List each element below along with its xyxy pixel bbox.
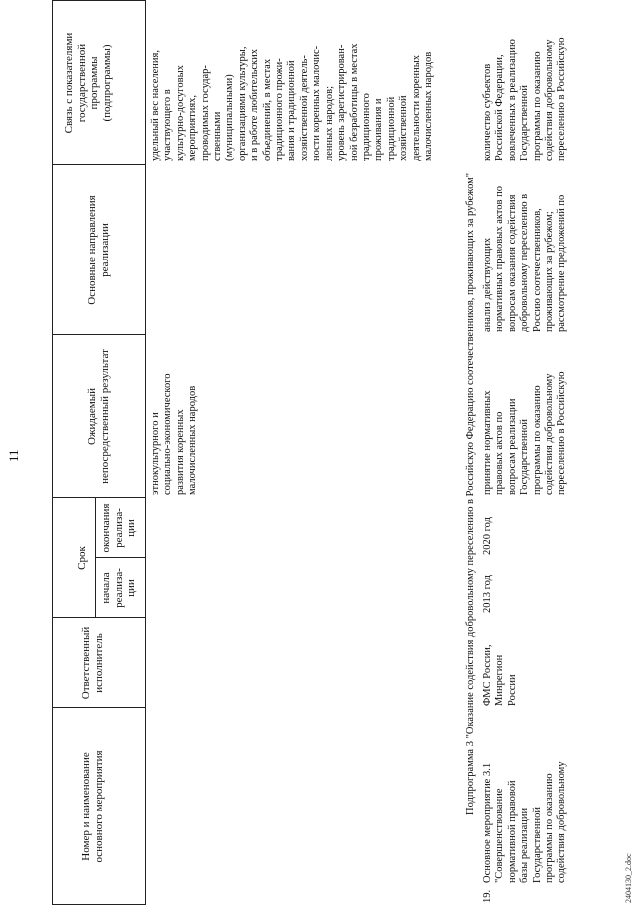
row-executor: ФМС России, Минрегион России: [482, 644, 518, 706]
row-directions: анализ действующих нормативных правовых актов по вопросам оказания содействия добровольному переселению в Россию соотечественников, проживающих за рубежом; рассмотрение предложений по: [482, 186, 568, 332]
row-end: 2020 год: [482, 517, 493, 555]
header-term-end: окончания реализа- ции: [100, 503, 137, 553]
table-top-border: [52, 0, 53, 905]
header-result: Ожидаемый непосредственный результат: [86, 349, 111, 484]
col-divider-1: [52, 707, 145, 708]
header-bottom-border: [145, 0, 146, 905]
header-measure: Номер и наименование основного мероприятия: [80, 750, 105, 863]
header-term-start: начала реализа- ции: [100, 568, 137, 608]
col-divider-3: [95, 557, 145, 558]
header-indicators: Связь с показателями государственной программы (подпрограммы): [63, 32, 113, 134]
row-measure: Основное мероприятие 3.1 "Совершенствование нормативной правовой базы реализации Государственной программы по оказанию содействия добровольному: [482, 761, 568, 883]
row-result: принятие нормативных правовых актов по вопросам реализации Государственной программы по оказанию содействия добровольному переселению в Российскую: [482, 371, 568, 495]
subprogram-title: Подпрограмма 3 "Оказание содействия добровольному переселению в Российскую Федерацию соотечественников, проживающих за рубежом": [465, 172, 476, 815]
col-divider-4: [52, 497, 145, 498]
col-divider-5: [52, 334, 145, 335]
header-term: Срок: [76, 546, 88, 570]
col-divider-2: [52, 617, 145, 618]
term-subheader-divider: [95, 498, 96, 618]
header-directions: Основные направления реализации: [86, 195, 111, 305]
row-number: 19.: [482, 889, 493, 903]
row-start: 2013 год: [482, 575, 493, 613]
continuation-indicators: удельный вес населения, участвующего в культурно-досуговых мероприятиях, проводимых государ- ственными (муниципальными) организациями культуры, и в работе любительских объединений, в местах традиционного прожи- вания и традиционной хозяйственной деятель- ности коренных малочис- ленных народов; уровень зарегистрирован- ной безработицы в местах традиционного проживания и традиционной хозяйственной деятельности коренных малочисленных народов: [150, 43, 434, 161]
footer-code: 2404130_2.doc: [624, 853, 633, 903]
col-divider-7: [52, 0, 145, 1]
page-number: 11: [6, 449, 21, 462]
header-executor: Ответственный исполнитель: [80, 626, 105, 700]
row-indicators: количество субъектов Российской Федерации, вовлеченных в реализацию Государственной программы по оказанию содействия добровольному переселению в Российскую: [482, 37, 568, 161]
continuation-result: этнокультурного и социально-экономического развития коренных малочисленных народов: [150, 373, 199, 495]
col-divider-6: [52, 164, 145, 165]
